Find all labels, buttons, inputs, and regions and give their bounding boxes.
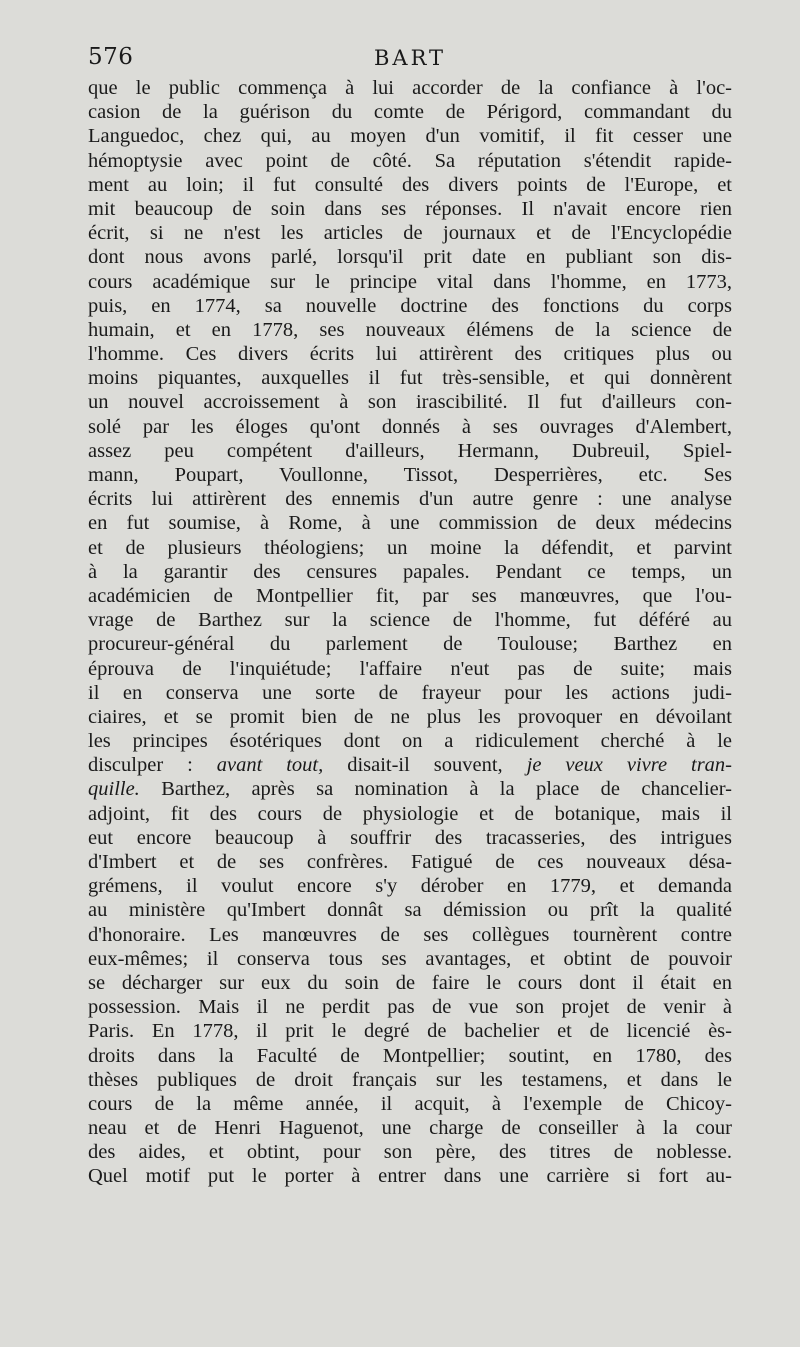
text-line: Paris. En 1778, il prit le degré de bachelier et de licencié ès- xyxy=(88,1020,732,1043)
text-line: solé par les éloges qu'ont donnés à ses ouvrages d'Alembert, xyxy=(88,415,732,438)
italic-text: je veux vivre tran- xyxy=(526,754,732,777)
text-line: vrage de Barthez sur la science de l'homme, fut déféré au xyxy=(88,609,732,632)
italic-text: avant tout, xyxy=(216,754,324,777)
text-line: puis, en 1774, sa nouvelle doctrine des fonctions du corps xyxy=(88,294,732,317)
text-line: académicien de Montpellier fit, par ses manœuvres, que l'ou- xyxy=(88,584,732,607)
text-line: Languedoc, chez qui, au moyen d'un vomitif, il fit cesser une xyxy=(88,125,732,148)
text-line: d'Imbert et de ses confrères. Fatigué de ces nouveaux désa- xyxy=(88,851,732,873)
text-line: des aides, et obtint, pour son père, des titres de noblesse. xyxy=(88,1141,732,1164)
text-line: éprouva de l'inquiétude; l'affaire n'eut pas de suite; mais xyxy=(88,657,732,680)
text-line: mann, Poupart, Voullonne, Tissot, Desperrières, etc. Ses xyxy=(88,464,732,486)
italic-text: quille. xyxy=(88,778,140,801)
text-line: droits dans la Faculté de Montpellier; soutint, en 1780, des xyxy=(88,1044,732,1067)
text-line: en fut soumise, à Rome, à une commission de deux médecins xyxy=(88,512,732,535)
text-line: cours académique sur le principe vital dans l'homme, en 1773, xyxy=(88,270,732,293)
text-line: il en conserva une sorte de frayeur pour les actions judi- xyxy=(88,681,732,704)
text-line: mit beaucoup de soin dans ses réponses. Il n'avait encore rien xyxy=(88,197,732,220)
text-line: écrits lui attirèrent des ennemis d'un autre genre : une analyse xyxy=(88,488,732,511)
text-line: adjoint, fit des cours de physiologie et de botanique, mais il xyxy=(88,802,732,825)
page-header xyxy=(88,44,732,78)
text-line: l'homme. Ces divers écrits lui attirèrent des critiques plus ou xyxy=(88,343,732,366)
text-segment: disculper : xyxy=(88,754,217,777)
body-text xyxy=(88,76,732,1189)
text-line: se décharger sur eux du soin de faire le cours dont il était en xyxy=(88,971,732,994)
text-line: les principes ésotériques dont on a ridiculement cherché à le xyxy=(88,730,732,753)
text-line: eut encore beaucoup à souffrir des tracasseries, des intrigues xyxy=(88,826,732,849)
text-line xyxy=(88,753,732,777)
text-line: que le public commença à lui accorder de la confiance à l'oc- xyxy=(88,77,732,99)
text-line: Quel motif put le porter à entrer dans une carrière si fort au- xyxy=(88,1165,732,1188)
text-line: hémoptysie avec point de côté. Sa réputation s'étendit rapide- xyxy=(88,149,732,172)
text-segment: disait-il souvent, xyxy=(323,754,527,777)
text-line: ciaires, et se promit bien de ne plus les provoquer en dévoilant xyxy=(88,705,732,728)
running-head: BART xyxy=(373,46,447,70)
text-line: à la garantir des censures papales. Pendant ce temps, un xyxy=(88,560,732,583)
text-line: écrit, si ne n'est les articles de journaux et de l'Encyclopédie xyxy=(88,222,732,245)
text-line: thèses publiques de droit français sur les testamens, et dans le xyxy=(88,1068,732,1091)
text-line: assez peu compétent d'ailleurs, Hermann, Dubreuil, Spiel- xyxy=(88,439,732,462)
text-line xyxy=(88,777,732,801)
text-line: au ministère qu'Imbert donnât sa démission ou prît la qualité xyxy=(88,899,732,922)
text-line: neau et de Henri Haguenot, une charge de conseiller à la cour xyxy=(88,1117,732,1140)
text-line: cours de la même année, il acquit, à l'exemple de Chicoy- xyxy=(88,1092,732,1115)
text-line: et de plusieurs théologiens; un moine la défendit, et parvint xyxy=(88,536,732,559)
text-line: eux-mêmes; il conserva tous ses avantages, et obtint de pouvoir xyxy=(88,947,732,970)
text-line: d'honoraire. Les manœuvres de ses collègues tournèrent contre xyxy=(88,923,732,946)
text-line: casion de la guérison du comte de Périgord, commandant du xyxy=(88,101,732,124)
page-number: 576 xyxy=(88,44,134,70)
text-line: possession. Mais il ne perdit pas de vue son projet de venir à xyxy=(88,996,732,1019)
text-line: dont nous avons parlé, lorsqu'il prit date en publiant son dis- xyxy=(88,246,732,269)
text-line: ment au loin; il fut consulté des divers points de l'Europe, et xyxy=(88,173,732,196)
text-line: moins piquantes, auxquelles il fut très-sensible, et qui donnèrent xyxy=(88,367,732,390)
text-line: procureur-général du parlement de Toulouse; Barthez en xyxy=(88,633,732,656)
text-line: grémens, il voulut encore s'y dérober en 1779, et demanda xyxy=(88,875,732,898)
text-line: un nouvel accroissement à son irascibilité. Il fut d'ailleurs con- xyxy=(88,391,732,414)
text-line: humain, et en 1778, ses nouveaux élémens de la science de xyxy=(88,318,732,341)
text-segment: Barthez, après sa nomination à la place de chancelier- xyxy=(139,778,732,801)
